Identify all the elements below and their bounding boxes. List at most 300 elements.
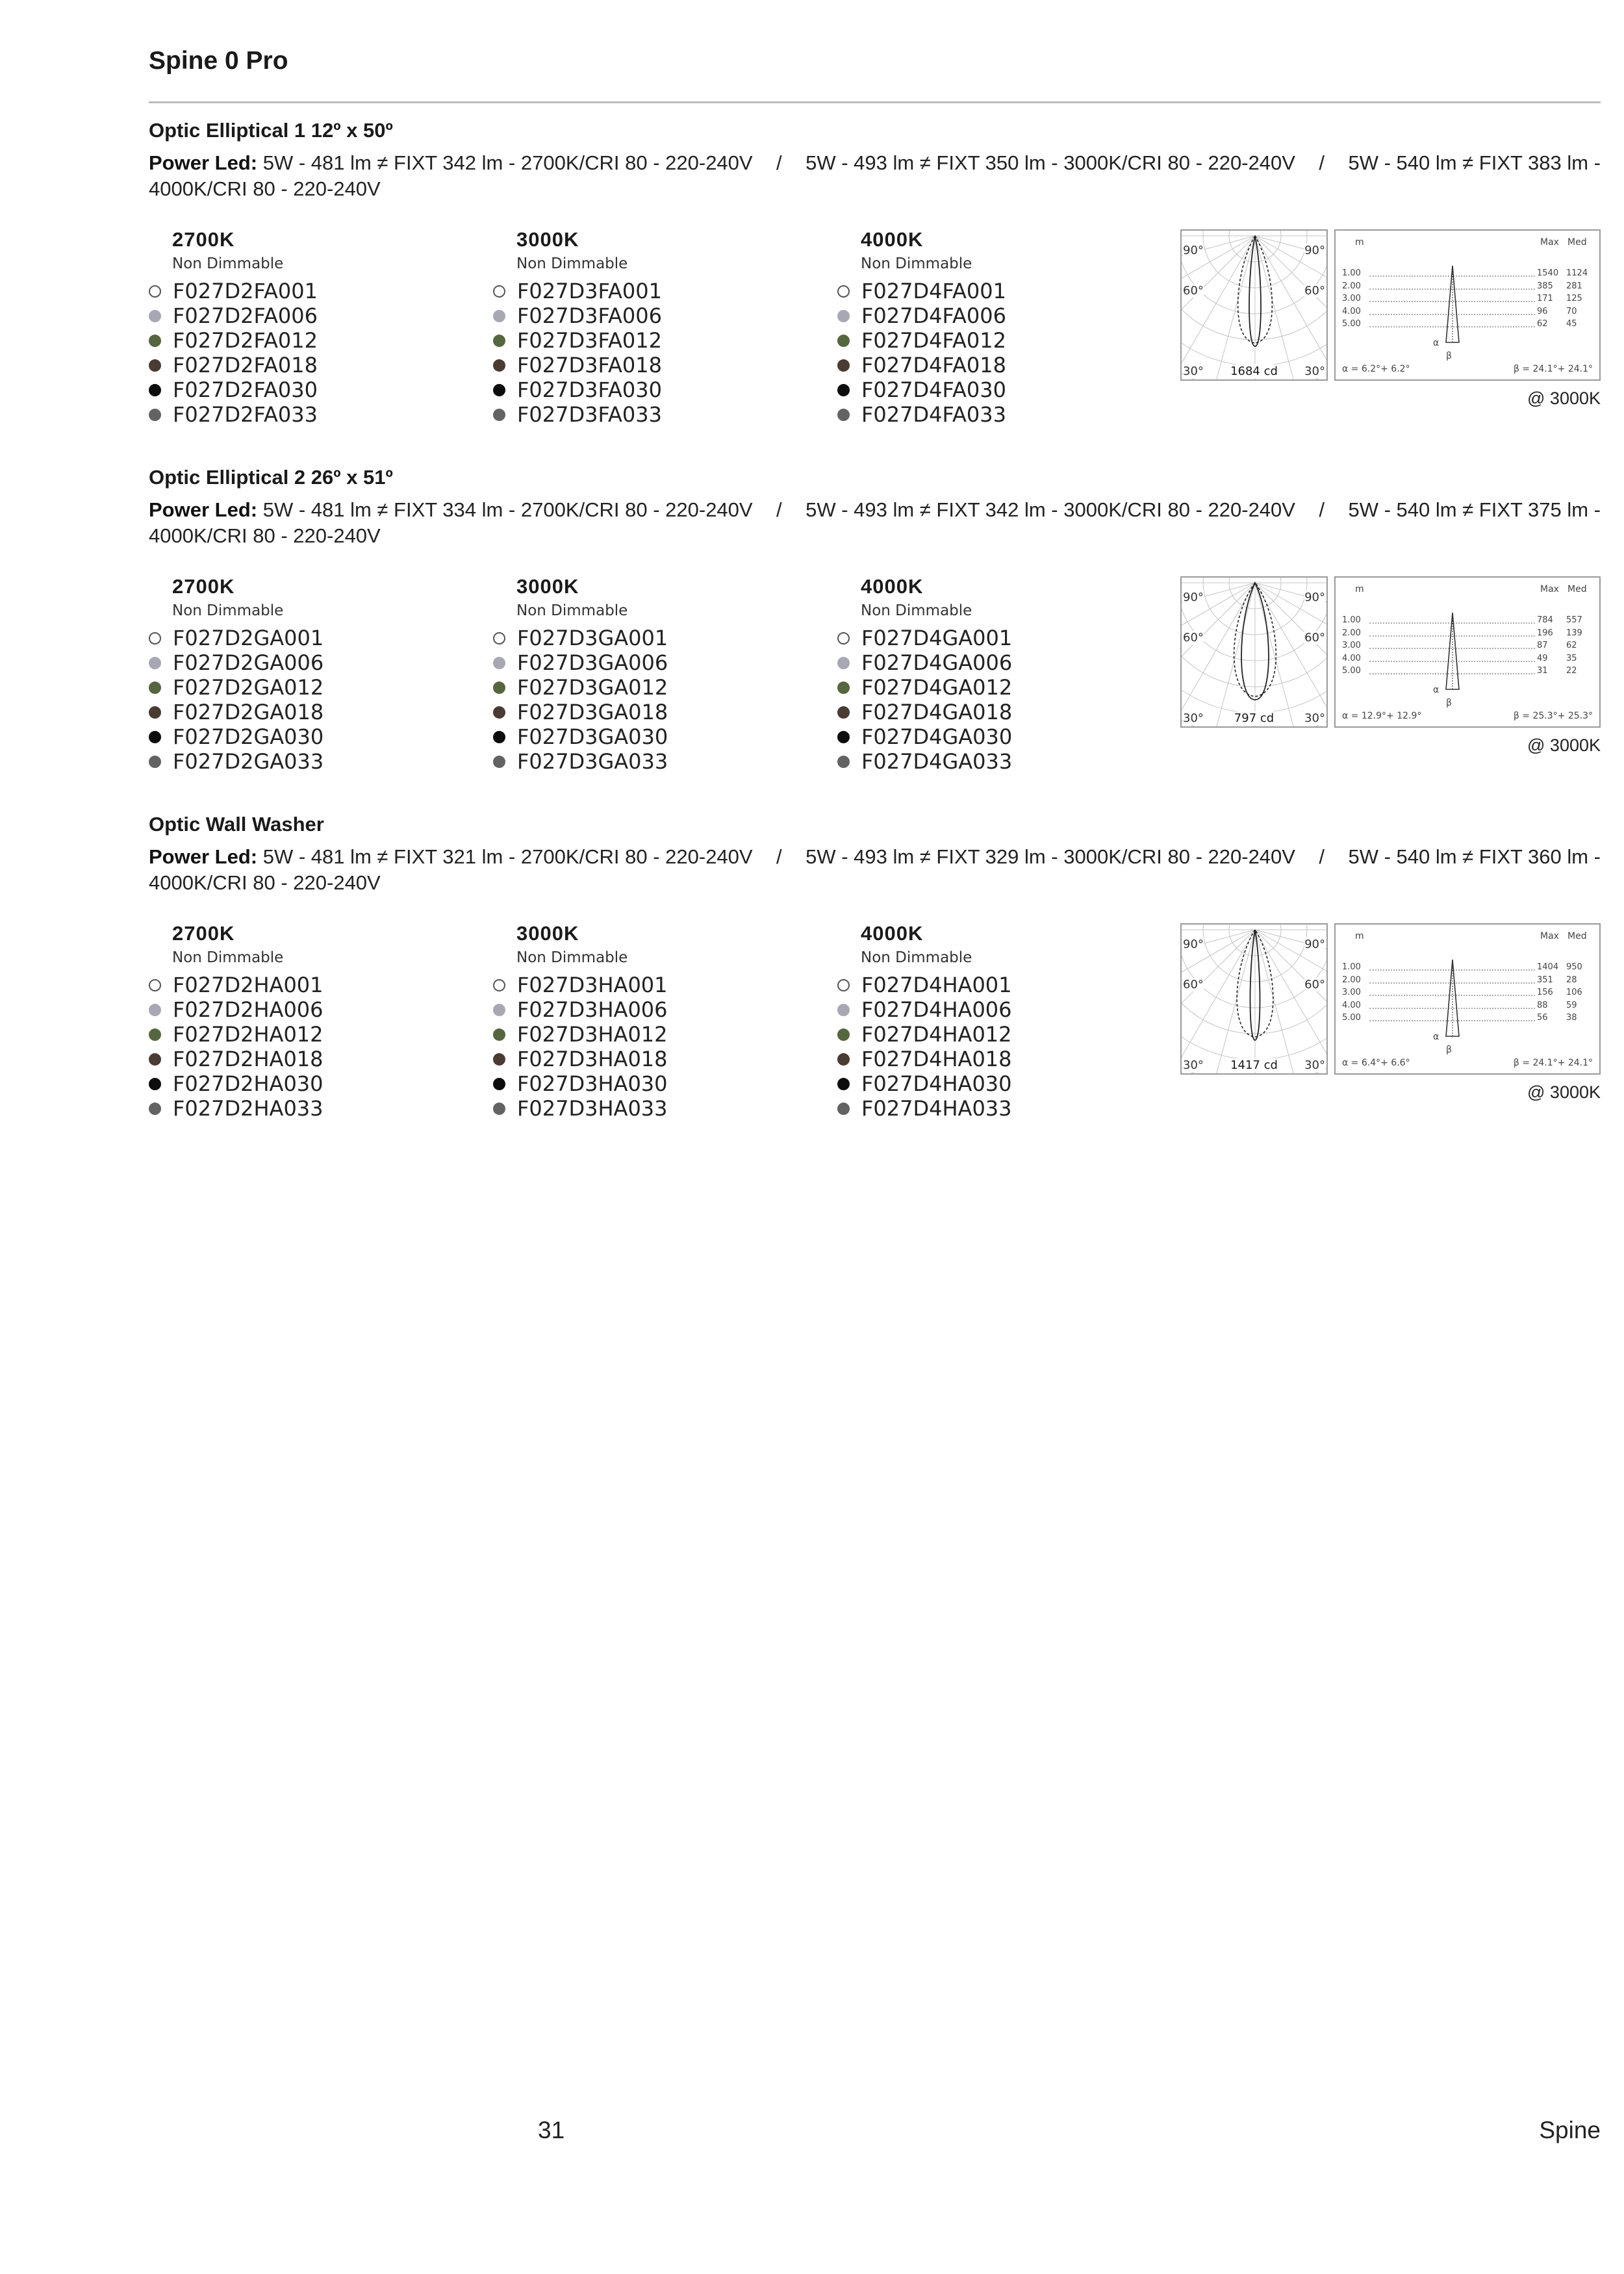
- med-value: 70: [1566, 306, 1577, 316]
- finish-color-swatch: [149, 359, 161, 372]
- article-code: F027D4HA033: [861, 1096, 1012, 1121]
- article-code-item: [493, 749, 818, 774]
- finish-color-swatch: [149, 979, 161, 991]
- article-code-item: [837, 724, 1162, 749]
- finish-color-swatch: [837, 384, 850, 396]
- angle-label: 30°: [1183, 711, 1204, 725]
- power-spec-text: 5W - 481 lm ≠ FIXT 342 lm - 2700K/CRI 80 - 220-240V: [262, 151, 753, 174]
- article-code: F027D2FA012: [173, 328, 318, 353]
- article-code: F027D2GA030: [173, 724, 324, 749]
- finish-color-swatch: [493, 1028, 505, 1041]
- finish-color-swatch: [149, 1103, 161, 1115]
- page-title: Spine 0 Pro: [149, 47, 288, 75]
- finish-color-swatch: [149, 657, 161, 669]
- med-value: 38: [1566, 1013, 1577, 1023]
- alpha-angle: α = 6.4°+ 6.6°: [1342, 1058, 1410, 1068]
- distance-value: 1.00: [1342, 268, 1361, 278]
- finish-color-swatch: [493, 310, 505, 322]
- article-code-list: [837, 279, 1162, 427]
- article-code: F027D3HA001: [517, 973, 668, 997]
- cct-column: [837, 228, 1162, 427]
- beta-angle: β = 24.1°+ 24.1°: [1513, 1058, 1593, 1068]
- article-code-item: [149, 749, 474, 774]
- article-code: F027D2GA001: [173, 626, 324, 650]
- finish-color-swatch: [837, 706, 850, 719]
- article-code-item: [493, 1096, 818, 1121]
- article-code: F027D3GA006: [517, 650, 668, 675]
- power-led-label: Power Led:: [149, 498, 258, 521]
- article-code: F027D4FA030: [861, 377, 1006, 402]
- cct-column: [837, 575, 1162, 774]
- finish-color-swatch: [837, 359, 850, 372]
- article-code-item: [493, 1022, 818, 1047]
- finish-color-swatch: [149, 409, 161, 421]
- distance-value: 2.00: [1342, 281, 1361, 291]
- article-code: F027D2FA001: [173, 279, 318, 303]
- power-spec-2700k: [149, 844, 753, 870]
- article-code-item: [493, 402, 818, 427]
- power-spec-text: 5W - 481 lm ≠ FIXT 321 lm - 2700K/CRI 80 - 220-240V: [262, 845, 753, 868]
- distance-unit-header: m: [1355, 931, 1364, 941]
- med-value: 22: [1566, 666, 1577, 676]
- finish-color-swatch: [493, 384, 505, 396]
- article-code-item: [149, 1071, 474, 1096]
- finish-color-swatch: [493, 409, 505, 421]
- dimming-label: Non Dimmable: [861, 602, 972, 619]
- article-code-item: [837, 328, 1162, 353]
- article-code: F027D3FA033: [517, 402, 662, 427]
- med-value: 950: [1566, 962, 1582, 972]
- article-code-item: [149, 377, 474, 402]
- article-code: F027D2HA012: [173, 1022, 324, 1047]
- finish-color-swatch: [837, 632, 850, 645]
- article-code: F027D4HA001: [861, 973, 1012, 997]
- max-value: 784: [1537, 615, 1553, 625]
- finish-color-swatch: [149, 756, 161, 768]
- max-value: 156: [1537, 988, 1553, 997]
- dimming-label: Non Dimmable: [516, 255, 628, 272]
- med-value: 35: [1566, 653, 1577, 663]
- angle-label: 90°: [1183, 938, 1204, 951]
- article-code: F027D4GA012: [861, 675, 1013, 700]
- candela-value: 1417 cd: [1182, 1058, 1326, 1072]
- angle-label: 30°: [1183, 364, 1204, 378]
- article-code-item: [837, 353, 1162, 377]
- dimming-label: Non Dimmable: [861, 949, 972, 966]
- photometric-diagrams: [1180, 923, 1601, 1118]
- article-code: F027D2GA006: [173, 650, 324, 675]
- dimming-label: Non Dimmable: [516, 602, 628, 619]
- article-code-list: [493, 626, 818, 774]
- article-code: F027D3FA012: [517, 328, 662, 353]
- angle-label: 30°: [1304, 1058, 1325, 1072]
- finish-color-swatch: [837, 1028, 850, 1041]
- article-code-item: [149, 700, 474, 724]
- optic-title: Optic Elliptical 1 12º x 50º: [149, 119, 393, 142]
- max-value: 62: [1537, 319, 1548, 329]
- article-code: F027D4GA033: [861, 749, 1013, 774]
- finish-color-swatch: [493, 1078, 505, 1090]
- reference-cct-note: @ 3000K: [1527, 389, 1601, 408]
- article-code: F027D2GA018: [173, 700, 324, 724]
- article-code-list: [149, 626, 474, 774]
- article-code-item: [149, 724, 474, 749]
- finish-color-swatch: [837, 1078, 850, 1090]
- article-code-item: [493, 675, 818, 700]
- angle-label: 60°: [1183, 284, 1204, 298]
- article-code-item: [493, 724, 818, 749]
- angle-label: 90°: [1183, 591, 1204, 604]
- med-value: 45: [1566, 319, 1577, 329]
- polar-light-distribution-chart: [1180, 923, 1328, 1075]
- article-code-item: [837, 1071, 1162, 1096]
- med-value: 125: [1566, 294, 1582, 303]
- article-code: F027D2HA018: [173, 1047, 324, 1071]
- distance-value: 3.00: [1342, 641, 1361, 650]
- article-code-item: [149, 402, 474, 427]
- article-code-item: [837, 377, 1162, 402]
- title-divider: [149, 101, 1601, 103]
- article-code-item: [493, 700, 818, 724]
- distance-value: 2.00: [1342, 975, 1361, 985]
- beta-symbol: β: [1446, 698, 1452, 708]
- article-code-item: [149, 328, 474, 353]
- max-header: Max: [1540, 237, 1559, 248]
- distance-value: 5.00: [1342, 319, 1361, 329]
- cct-header: 2700K: [172, 575, 235, 598]
- article-code: F027D3GA030: [517, 724, 668, 749]
- article-code-item: [837, 303, 1162, 328]
- power-spec-separator: /: [776, 498, 782, 521]
- angle-label: 60°: [1304, 284, 1325, 298]
- article-code-item: [149, 997, 474, 1022]
- angle-label: 90°: [1304, 244, 1325, 257]
- distance-unit-header: m: [1355, 584, 1364, 594]
- article-code-item: [493, 626, 818, 650]
- illuminance-cone-table: [1334, 923, 1601, 1075]
- distance-value: 4.00: [1342, 306, 1361, 316]
- cct-column: [493, 922, 818, 1121]
- cct-column: [837, 922, 1162, 1121]
- candela-value: 797 cd: [1182, 711, 1326, 725]
- article-code: F027D4HA030: [861, 1071, 1012, 1096]
- article-code: F027D3GA012: [517, 675, 668, 700]
- beta-angle: β = 25.3°+ 25.3°: [1513, 711, 1593, 721]
- angle-label: 30°: [1183, 1058, 1204, 1072]
- optic-section: [149, 119, 1601, 457]
- article-code: F027D2FA030: [173, 377, 318, 402]
- power-spec-4000k: 5W - 540 lm ≠ FIXT 360 lm -: [1348, 845, 1601, 868]
- power-led-spec: [149, 844, 1601, 896]
- cct-header: 3000K: [516, 228, 579, 251]
- power-spec-separator: /: [1319, 498, 1325, 521]
- article-code: F027D3HA012: [517, 1022, 668, 1047]
- dimming-label: Non Dimmable: [172, 255, 284, 272]
- max-value: 96: [1537, 306, 1548, 316]
- finish-color-swatch: [149, 682, 161, 694]
- finish-color-swatch: [149, 335, 161, 347]
- med-value: 139: [1566, 628, 1582, 638]
- article-code: F027D4FA018: [861, 353, 1006, 377]
- article-code-list: [837, 626, 1162, 774]
- photometric-diagrams: [1180, 229, 1601, 424]
- power-spec-separator: /: [1319, 845, 1325, 868]
- article-code-item: [837, 1047, 1162, 1071]
- article-code: F027D4HA012: [861, 1022, 1012, 1047]
- article-code-item: [837, 1022, 1162, 1047]
- optic-section: [149, 813, 1601, 1151]
- article-code: F027D4FA001: [861, 279, 1006, 303]
- article-code: F027D2HA001: [173, 973, 324, 997]
- article-code: F027D2HA033: [173, 1096, 324, 1121]
- med-header: Med: [1567, 584, 1587, 594]
- cct-header: 3000K: [516, 575, 579, 598]
- med-value: 557: [1566, 615, 1582, 625]
- article-code-item: [493, 328, 818, 353]
- power-spec-2700k: [149, 497, 753, 523]
- photometric-diagrams: [1180, 576, 1601, 771]
- power-led-label: Power Led:: [149, 845, 258, 868]
- article-code-item: [837, 650, 1162, 675]
- article-code: F027D2FA006: [173, 303, 318, 328]
- article-code: F027D4GA006: [861, 650, 1013, 675]
- finish-color-swatch: [837, 756, 850, 768]
- article-code: F027D3HA006: [517, 997, 668, 1022]
- article-code: F027D3FA030: [517, 377, 662, 402]
- finish-color-swatch: [149, 1028, 161, 1041]
- article-code-list: [837, 973, 1162, 1121]
- finish-color-swatch: [837, 335, 850, 347]
- illuminance-cone-table: [1334, 576, 1601, 728]
- article-code-list: [493, 973, 818, 1121]
- max-value: 196: [1537, 628, 1553, 638]
- finish-color-swatch: [837, 979, 850, 991]
- finish-color-swatch: [149, 1004, 161, 1016]
- article-code: F027D2FA018: [173, 353, 318, 377]
- article-code: F027D3GA033: [517, 749, 668, 774]
- finish-color-swatch: [493, 756, 505, 768]
- distance-value: 1.00: [1342, 615, 1361, 625]
- article-code: F027D3FA001: [517, 279, 662, 303]
- article-code-item: [493, 1071, 818, 1096]
- finish-color-swatch: [837, 1004, 850, 1016]
- article-code-item: [837, 1096, 1162, 1121]
- article-code-item: [493, 303, 818, 328]
- max-value: 1404: [1537, 962, 1559, 972]
- angle-label: 60°: [1304, 978, 1325, 991]
- reference-cct-note: @ 3000K: [1527, 735, 1601, 755]
- med-value: 59: [1566, 1000, 1577, 1010]
- distance-value: 2.00: [1342, 628, 1361, 638]
- article-code: F027D2GA033: [173, 749, 324, 774]
- cct-header: 4000K: [861, 228, 924, 251]
- reference-cct-note: @ 3000K: [1527, 1082, 1601, 1102]
- article-code-item: [837, 700, 1162, 724]
- power-spec-4000k: 5W - 540 lm ≠ FIXT 383 lm -: [1348, 151, 1601, 174]
- finish-color-swatch: [837, 1103, 850, 1115]
- illuminance-cone-table: [1334, 229, 1601, 381]
- distance-value: 4.00: [1342, 1000, 1361, 1010]
- power-spec-3000k: 5W - 493 lm ≠ FIXT 342 lm - 3000K/CRI 80 - 220-240V: [806, 498, 1295, 521]
- article-code: F027D4FA012: [861, 328, 1006, 353]
- article-code-item: [149, 353, 474, 377]
- dimming-label: Non Dimmable: [516, 949, 628, 966]
- angle-label: 90°: [1183, 244, 1204, 257]
- power-spec-3000k: 5W - 493 lm ≠ FIXT 350 lm - 3000K/CRI 80 - 220-240V: [806, 151, 1295, 174]
- power-led-label: Power Led:: [149, 151, 258, 174]
- finish-color-swatch: [837, 285, 850, 298]
- cct-column: [149, 575, 474, 774]
- med-value: 62: [1566, 641, 1577, 650]
- article-code-item: [149, 973, 474, 997]
- med-value: 1124: [1566, 268, 1588, 278]
- cct-header: 3000K: [516, 922, 579, 945]
- article-code: F027D4GA001: [861, 626, 1013, 650]
- article-code: F027D4FA006: [861, 303, 1006, 328]
- finish-color-swatch: [149, 310, 161, 322]
- distance-unit-header: m: [1355, 237, 1364, 248]
- article-code-item: [149, 1047, 474, 1071]
- cct-header: 2700K: [172, 922, 235, 945]
- power-spec-4000k: 5W - 540 lm ≠ FIXT 375 lm -: [1348, 498, 1601, 521]
- article-code-item: [149, 1096, 474, 1121]
- alpha-angle: α = 12.9°+ 12.9°: [1342, 711, 1422, 721]
- dimming-label: Non Dimmable: [172, 949, 284, 966]
- angle-label: 30°: [1304, 364, 1325, 378]
- article-code: F027D3HA018: [517, 1047, 668, 1071]
- article-code: F027D2FA033: [173, 402, 318, 427]
- angle-label: 30°: [1304, 711, 1325, 725]
- article-code-item: [837, 749, 1162, 774]
- finish-color-swatch: [493, 1004, 505, 1016]
- article-code: F027D3HA033: [517, 1096, 668, 1121]
- optic-title: Optic Wall Washer: [149, 813, 324, 836]
- max-value: 88: [1537, 1000, 1548, 1010]
- finish-color-swatch: [493, 1053, 505, 1066]
- angle-label: 90°: [1304, 591, 1325, 604]
- max-value: 351: [1537, 975, 1553, 985]
- article-code: F027D3FA018: [517, 353, 662, 377]
- article-code-item: [149, 303, 474, 328]
- finish-color-swatch: [149, 632, 161, 645]
- article-code: F027D3GA001: [517, 626, 668, 650]
- alpha-symbol: α: [1433, 1032, 1440, 1042]
- finish-color-swatch: [493, 285, 505, 298]
- article-code-item: [493, 997, 818, 1022]
- article-code-item: [493, 650, 818, 675]
- power-spec-text: 5W - 481 lm ≠ FIXT 334 lm - 2700K/CRI 80 - 220-240V: [262, 498, 753, 521]
- alpha-angle: α = 6.2°+ 6.2°: [1342, 364, 1410, 374]
- beta-symbol: β: [1446, 1045, 1452, 1055]
- power-spec-3000k: 5W - 493 lm ≠ FIXT 329 lm - 3000K/CRI 80 - 220-240V: [806, 845, 1295, 868]
- distance-value: 4.00: [1342, 653, 1361, 663]
- med-value: 281: [1566, 281, 1582, 291]
- article-code-item: [837, 279, 1162, 303]
- power-spec-separator: /: [776, 151, 782, 174]
- med-header: Med: [1567, 931, 1587, 941]
- article-code: F027D4HA006: [861, 997, 1012, 1022]
- dimming-label: Non Dimmable: [861, 255, 972, 272]
- angle-label: 60°: [1183, 631, 1204, 645]
- distance-value: 5.00: [1342, 666, 1361, 676]
- distance-value: 3.00: [1342, 294, 1361, 303]
- polar-light-distribution-chart: [1180, 229, 1328, 381]
- cct-column: [493, 228, 818, 427]
- article-code-item: [493, 973, 818, 997]
- article-code-item: [837, 997, 1162, 1022]
- power-led-spec: [149, 150, 1601, 202]
- article-code: F027D2GA012: [173, 675, 324, 700]
- finish-color-swatch: [149, 1053, 161, 1066]
- cct-header: 2700K: [172, 228, 235, 251]
- finish-color-swatch: [149, 1078, 161, 1090]
- power-spec-continuation: 4000K/CRI 80 - 220-240V: [149, 177, 381, 200]
- max-value: 56: [1537, 1013, 1548, 1023]
- finish-color-swatch: [149, 285, 161, 298]
- article-code-item: [493, 279, 818, 303]
- article-code: F027D4GA018: [861, 700, 1013, 724]
- cct-header: 4000K: [861, 922, 924, 945]
- finish-color-swatch: [493, 359, 505, 372]
- article-code: F027D2HA030: [173, 1071, 324, 1096]
- article-code-item: [493, 353, 818, 377]
- article-code-item: [493, 377, 818, 402]
- cct-header: 4000K: [861, 575, 924, 598]
- article-code-item: [149, 650, 474, 675]
- article-code-item: [837, 626, 1162, 650]
- angle-label: 60°: [1304, 631, 1325, 645]
- article-code-item: [837, 402, 1162, 427]
- article-code: F027D4HA018: [861, 1047, 1012, 1071]
- finish-color-swatch: [149, 731, 161, 743]
- page-number: 31: [538, 2117, 565, 2143]
- alpha-symbol: α: [1433, 338, 1440, 348]
- article-code-item: [837, 973, 1162, 997]
- footer-brand: Spine: [1539, 2117, 1601, 2143]
- finish-color-swatch: [837, 731, 850, 743]
- power-spec-continuation: 4000K/CRI 80 - 220-240V: [149, 524, 381, 547]
- dimming-label: Non Dimmable: [172, 602, 284, 619]
- max-value: 1540: [1537, 268, 1559, 278]
- article-code-item: [837, 675, 1162, 700]
- max-value: 87: [1537, 641, 1548, 650]
- med-header: Med: [1567, 237, 1587, 248]
- candela-value: 1684 cd: [1182, 364, 1326, 378]
- power-spec-separator: /: [1319, 151, 1325, 174]
- beta-symbol: β: [1446, 351, 1452, 361]
- finish-color-swatch: [837, 657, 850, 669]
- article-code-item: [149, 279, 474, 303]
- optic-section: [149, 466, 1601, 804]
- med-value: 28: [1566, 975, 1577, 985]
- finish-color-swatch: [493, 979, 505, 991]
- finish-color-swatch: [837, 1053, 850, 1066]
- max-value: 49: [1537, 653, 1548, 663]
- article-code-item: [149, 675, 474, 700]
- power-spec-2700k: [149, 150, 753, 176]
- article-code-list: [149, 279, 474, 427]
- med-value: 106: [1566, 988, 1582, 997]
- article-code: F027D3HA030: [517, 1071, 668, 1096]
- cct-column: [493, 575, 818, 774]
- article-code: F027D3GA018: [517, 700, 668, 724]
- finish-color-swatch: [493, 731, 505, 743]
- finish-color-swatch: [493, 706, 505, 719]
- finish-color-swatch: [493, 1103, 505, 1115]
- cct-column: [149, 228, 474, 427]
- finish-color-swatch: [493, 632, 505, 645]
- finish-color-swatch: [149, 706, 161, 719]
